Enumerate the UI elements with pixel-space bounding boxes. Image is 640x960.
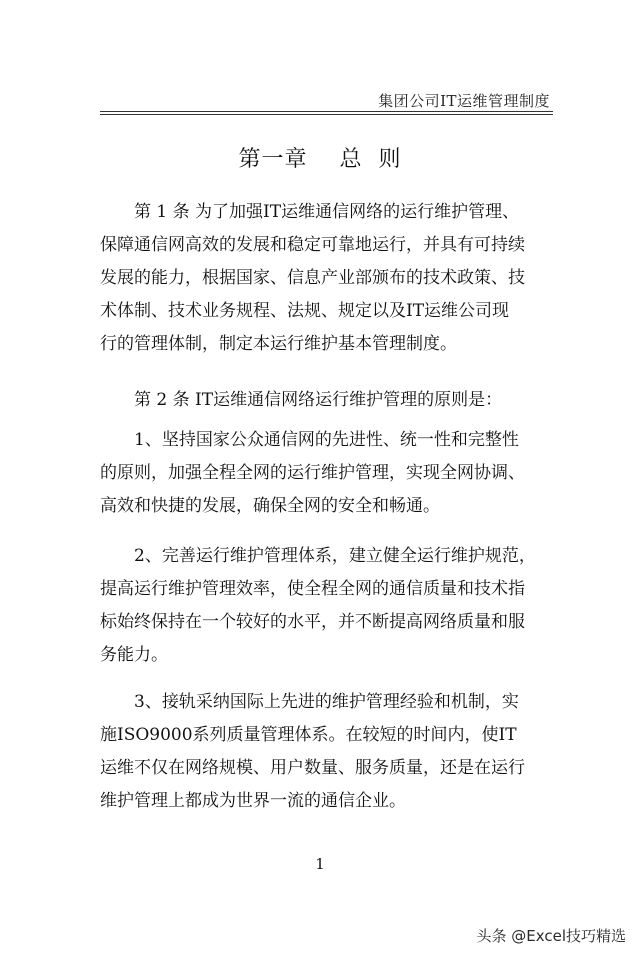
paragraph-line: 2、完善运行维护管理体系，建立健全运行维护规范， <box>134 546 536 566</box>
paragraph-line: 第 2 条 IT运维通信网络运行维护管理的原则是： <box>134 390 503 410</box>
paragraph-line: 3、接轨采纳国际上先进的维护管理经验和机制，实 <box>134 692 519 712</box>
running-header-title: 集团公司IT运维管理制度 <box>378 92 550 110</box>
paragraph-principle-2 <box>100 540 550 672</box>
paragraph-line: 高效和快捷的发展，确保全网的安全和畅通。 <box>100 496 440 516</box>
paragraph-line: 维护管理上都成为世界一流的通信企业。 <box>100 791 406 811</box>
paragraph-line: 第 1 条 为了加强IT运维通信网络的运行维护管理、 <box>134 202 520 222</box>
page-number: 1 <box>315 855 325 873</box>
paragraph-line: 的原则，加强全程全网的运行维护管理，实现全网协调、 <box>100 463 525 483</box>
header-rule <box>100 111 553 112</box>
paragraph-line: 务能力。 <box>100 645 168 665</box>
paragraph-line: 提高运行维护管理效率，使全程全网的通信质量和技术指 <box>100 579 525 599</box>
paragraph-line: 发展的能力，根据国家、信息产业部颁布的技术政策、技 <box>100 268 525 288</box>
paragraph-line: 保障通信网高效的发展和稳定可靠地运行，并具有可持续 <box>100 235 525 255</box>
chapter-title: 第一章 总 则 <box>238 147 402 172</box>
paragraph-line: 术体制、技术业务规程、法规、规定以及IT运维公司现 <box>100 301 510 321</box>
paragraph-line: 施ISO9000系列质量管理体系。在较短的时间内，使IT <box>100 725 517 745</box>
paragraph-article-2 <box>100 384 550 417</box>
paragraph-line: 1、坚持国家公众通信网的先进性、统一性和完整性 <box>134 430 519 450</box>
paragraph-article-1 <box>100 196 550 361</box>
paragraph-principle-3 <box>100 686 550 818</box>
paragraph-principle-1 <box>100 424 550 523</box>
paragraph-line: 运维不仅在网络规模、用户数量、服务质量，还是在运行 <box>100 758 525 778</box>
paragraph-line: 行的管理体制，制定本运行维护基本管理制度。 <box>100 334 457 354</box>
header-rule-secondary <box>100 114 553 115</box>
paragraph-line: 标始终保持在一个较好的水平，并不断提高网络质量和服 <box>100 612 525 632</box>
source-watermark: 头条 @Excel技巧精选 <box>476 927 626 945</box>
